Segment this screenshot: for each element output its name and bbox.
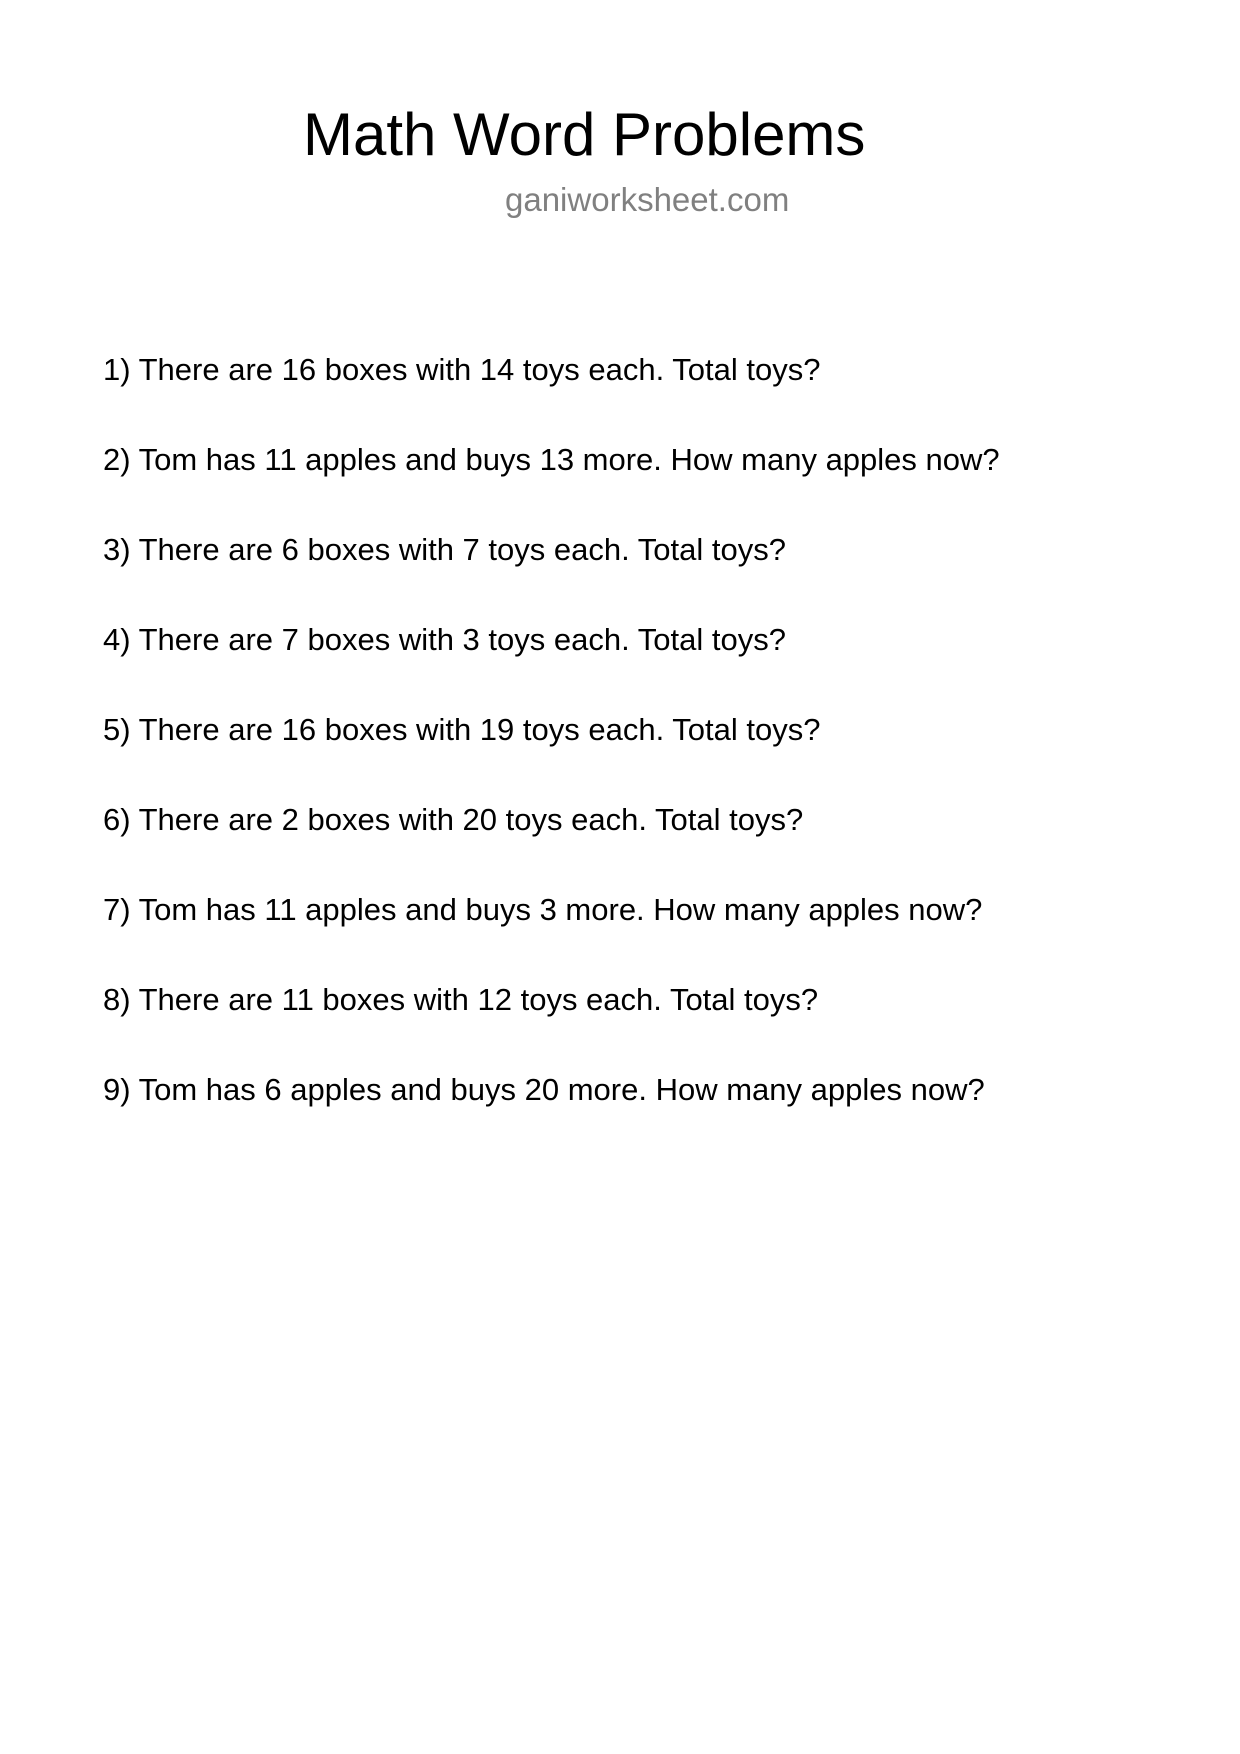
problem-item: 6) There are 2 boxes with 20 toys each. Total toys? xyxy=(103,802,804,837)
page-title: Math Word Problems xyxy=(303,101,866,168)
problem-item: 7) Tom has 11 apples and buys 3 more. How many apples now? xyxy=(103,892,983,927)
problem-item: 9) Tom has 6 apples and buys 20 more. How many apples now? xyxy=(103,1072,985,1107)
site-name: ganiworksheet.com xyxy=(505,181,790,218)
problem-list xyxy=(103,350,1000,1160)
problem-item: 3) There are 6 boxes with 7 toys each. Total toys? xyxy=(103,532,786,567)
problem-item: 8) There are 11 boxes with 12 toys each. Total toys? xyxy=(103,982,819,1017)
problem-item: 5) There are 16 boxes with 19 toys each. Total toys? xyxy=(103,712,821,747)
problem-item: 2) Tom has 11 apples and buys 13 more. How many apples now? xyxy=(103,442,1000,477)
problem-item: 1) There are 16 boxes with 14 toys each. Total toys? xyxy=(103,352,821,387)
problem-item: 4) There are 7 boxes with 3 toys each. Total toys? xyxy=(103,622,786,657)
